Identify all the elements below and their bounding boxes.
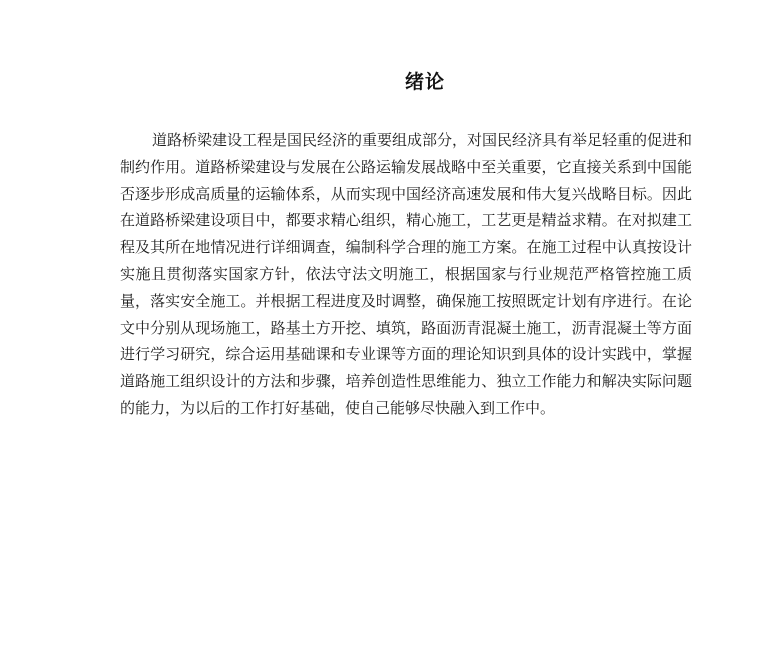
page-title: 绪论 — [404, 71, 445, 93]
body-paragraph: 道路桥梁建设工程是国民经济的重要组成部分，对国民经济具有举足轻重的促进和制约作用。道路桥梁建设与发展在公路运输发展战略中至关重要，它直接关系到中国能否逐步形成高质量的运输体系，从而实现中国经济高速发展和伟大复兴战略目标。因此在道路桥梁建设项目中，都要求精心组织，精心施工，工艺更是精益求精。在对拟建工程及其所在地情况进行详细调查，编制科学合理的施工方案。在施工过程中认真按设计实施且贯彻落实国家方针，依法守法文明施工，根据国家与行业规范严格管控施工质量，落实安全施工。并根据工程进度及时调整，确保施工按照既定计划有序进行。在论文中分别从现场施工，路基土方开挖、填筑，路面沥青混凝土施工，沥青混凝土等方面进行学习研究，综合运用基础课和专业课等方面的理论知识到具体的设计实践中，掌握道路施工组织设计的方法和步骤，培养创造性思维能力、独立工作能力和解决实际问题的能力，为以后的工作打好基础，使自己能够尽快融入到工作中。 — [120, 131, 693, 417]
